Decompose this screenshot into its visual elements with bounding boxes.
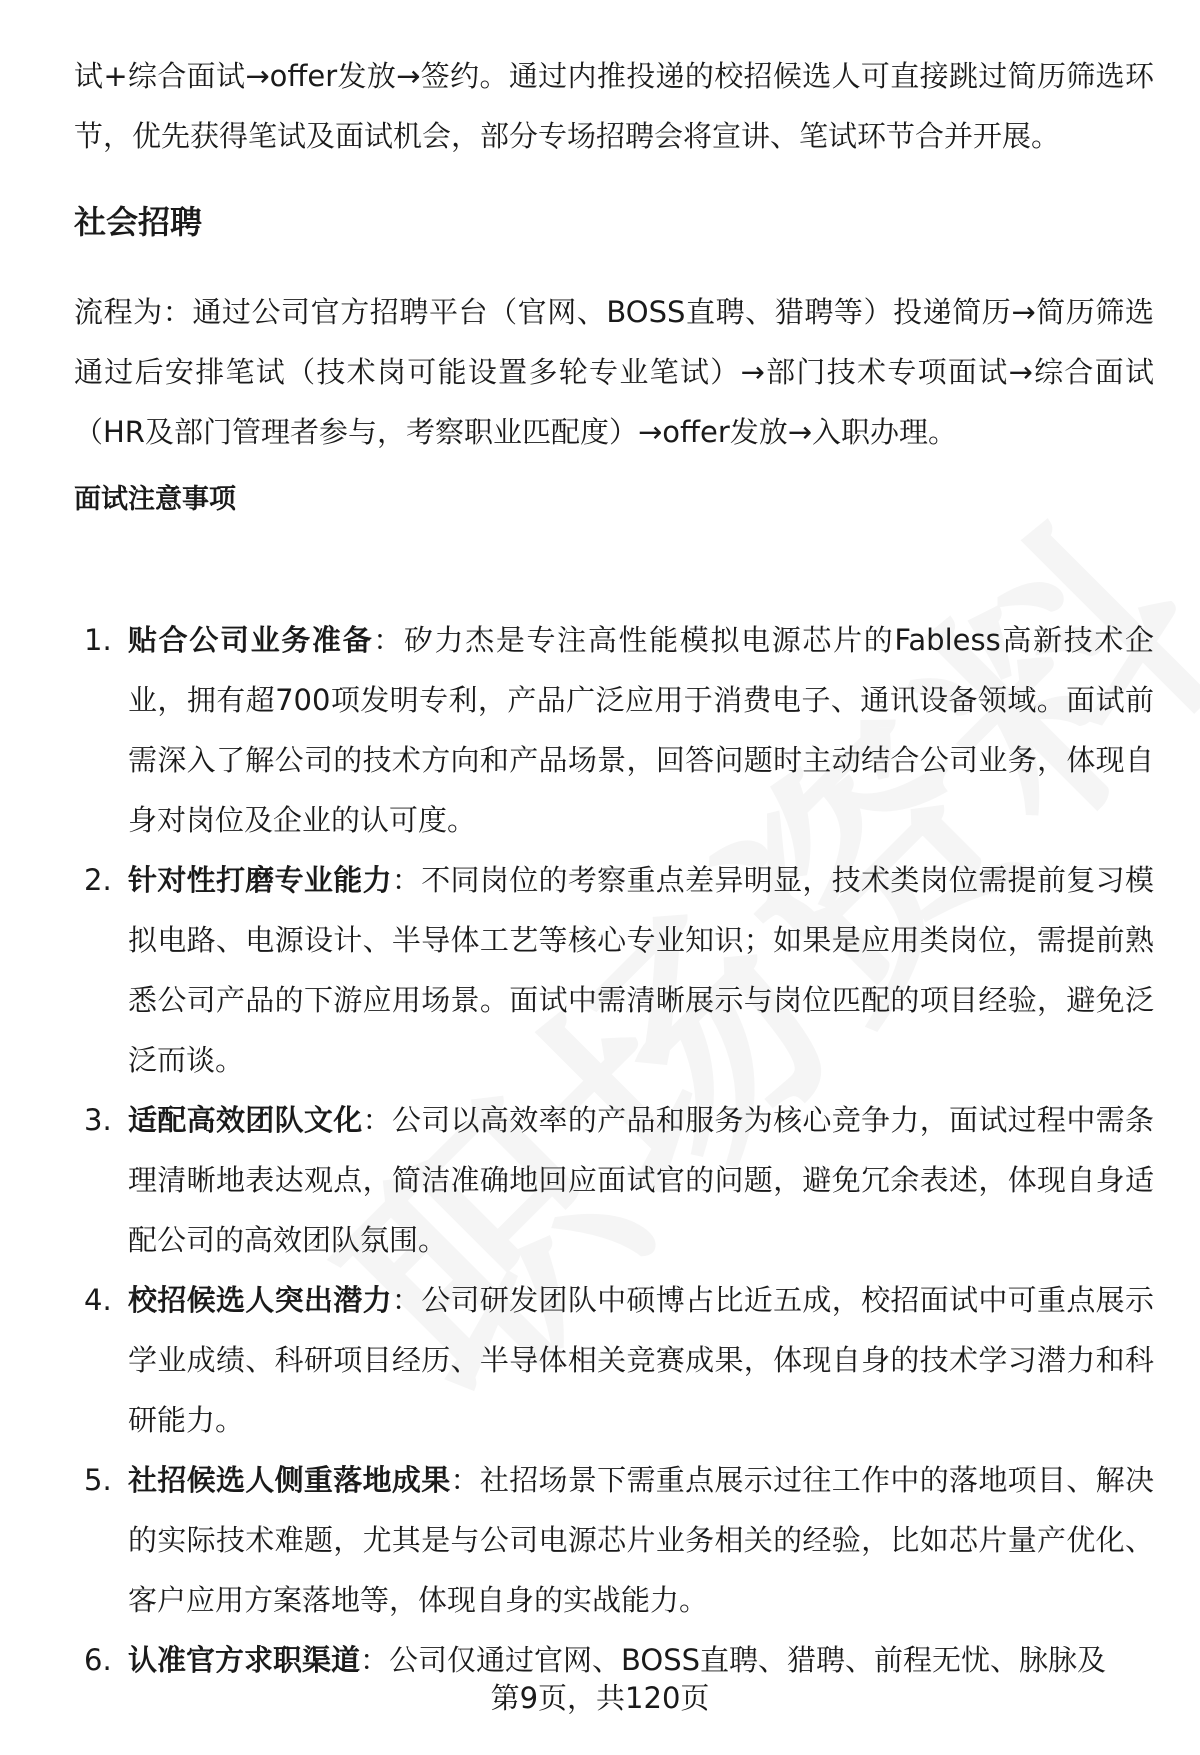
list-item-separator: ： [362, 1103, 392, 1137]
list-item [74, 610, 1154, 850]
list-item-body: 矽力杰是专注高性能模拟电源芯片的Fabless高新技术企业，拥有超700项发明专利，产品广泛应用于消费电子、通讯设备领域。面试前需深入了解公司的技术方向和产品场景，回答问题时主动结合公司业务，体现自身对岗位及企业的认可度。 [128, 623, 1154, 837]
list-item [74, 850, 1154, 1090]
list-item-number: 1. [84, 623, 112, 657]
list-item-title: 适配高效团队文化 [128, 1103, 363, 1137]
list-item-body: 公司仅通过官网、BOSS直聘、猎聘、前程无忧、脉脉及 [389, 1643, 1107, 1677]
list-item-number: 2. [84, 863, 112, 897]
list-item-body: 公司以高效率的产品和服务为核心竞争力，面试过程中需条理清晰地表达观点，简洁准确地回应面试官的问题，避免冗余表述，体现自身适配公司的高效团队氛围。 [128, 1103, 1154, 1257]
list-item-body: 社招场景下需重点展示过往工作中的落地项目、解决的实际技术难题，尤其是与公司电源芯片业务相关的经验，比如芯片量产优化、客户应用方案落地等，体现自身的实战能力。 [128, 1463, 1154, 1617]
list-item-title: 针对性打磨专业能力 [128, 863, 392, 897]
list-item-title: 校招候选人突出潜力 [128, 1283, 392, 1317]
list-item-number: 5. [84, 1463, 112, 1497]
interview-notes-heading: 面试注意事项 [74, 484, 236, 515]
list-item-separator: ： [391, 863, 422, 897]
list-item-title: 认准官方求职渠道 [128, 1643, 361, 1677]
list-item-body: 不同岗位的考察重点差异明显，技术类岗位需提前复习模拟电路、电源设计、半导体工艺等核心专业知识；如果是应用类岗位，需提前熟悉公司产品的下游应用场景。面试中需清晰展示与岗位匹配的项目经验，避免泛泛而谈。 [128, 863, 1154, 1077]
list-item-body: 公司研发团队中硕博占比近五成，校招面试中可重点展示学业成绩、科研项目经历、半导体相关竞赛成果，体现自身的技术学习潜力和科研能力。 [128, 1283, 1154, 1437]
list-item-separator: ： [391, 1283, 422, 1317]
list-item-number: 3. [84, 1103, 112, 1137]
intro-paragraph: 试+综合面试→offer发放→签约。通过内推投递的校招候选人可直接跳过简历筛选环节，优先获得笔试及面试机会，部分专场招聘会将宣讲、笔试环节合并开展。 [74, 59, 1154, 153]
list-item [74, 1090, 1154, 1270]
list-item-number: 6. [84, 1643, 112, 1677]
interview-notes-list [74, 610, 1154, 1690]
list-item [74, 1270, 1154, 1450]
social-recruitment-paragraph: 流程为：通过公司官方招聘平台（官网、BOSS直聘、猎聘等）投递简历→简历筛选通过后安排笔试（技术岗可能设置多轮专业笔试）→部门技术专项面试→综合面试（HR及部门管理者参与，考察职业匹配度）→offer发放→入职办理。 [74, 295, 1154, 449]
page-footer: 第9页，共120页 [490, 1681, 710, 1715]
list-item-separator: ： [450, 1463, 480, 1497]
list-item-title: 社招候选人侧重落地成果 [128, 1463, 451, 1497]
social-recruitment-heading: 社会招聘 [74, 203, 203, 241]
list-item-separator: ： [360, 1643, 390, 1677]
list-item-separator: ： [373, 623, 404, 657]
list-item-title: 贴合公司业务准备 [128, 623, 374, 657]
list-item-number: 4. [84, 1283, 112, 1317]
list-item [74, 1450, 1154, 1630]
